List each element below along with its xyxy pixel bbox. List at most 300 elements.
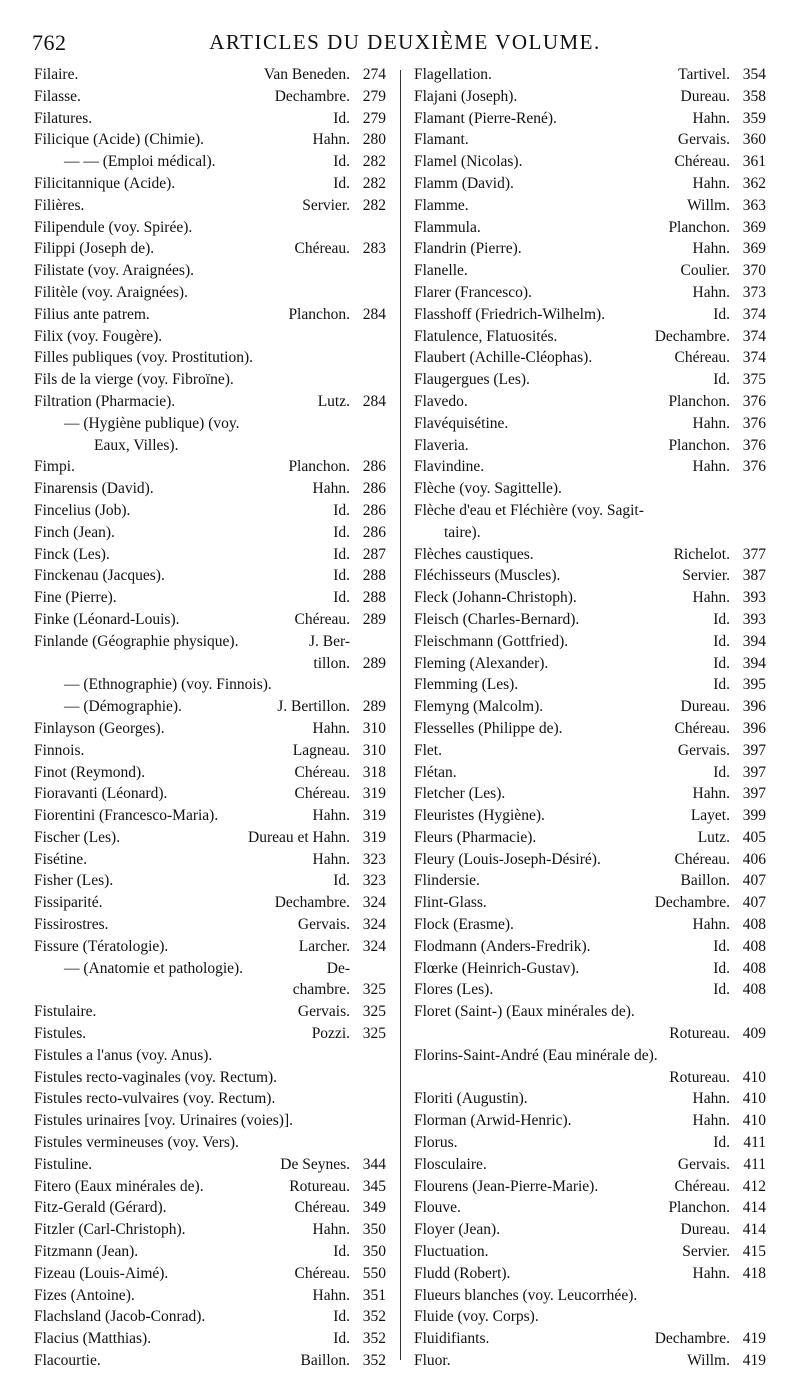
entry-title: — (Anatomie et pathologie). [64,959,244,977]
entry-author: Id. [333,174,350,192]
index-entry [414,1003,766,1025]
column-divider [400,70,401,1360]
index-entry [414,1025,766,1047]
index-entry [34,458,386,480]
entry-author: Coulier. [680,262,730,280]
entry-author: Dechambre. [654,327,730,345]
index-entry [34,524,386,546]
entry-title: Flemyng (Malcolm). [414,698,544,716]
entry-author: Gervais. [297,1003,350,1021]
index-entry [414,131,766,153]
entry-author: Baillon. [300,1352,350,1370]
index-entry [414,415,766,437]
entry-page: 408 [742,916,766,934]
entry-title: Fluide (voy. Corps). [414,1308,539,1326]
entry-author: Chéreau. [674,153,730,171]
entry-title: Flemming (Les). [414,676,519,694]
entry-author: Dechambre. [274,87,350,105]
index-entry [34,1287,386,1309]
index-entry [34,153,386,175]
entry-page: 286 [362,501,386,519]
index-entry [414,785,766,807]
entry-title: Filippi (Joseph de). [34,240,155,258]
entry-title: Flores (Les). [414,981,494,999]
index-entry [414,1112,766,1134]
entry-title: Finlayson (Georges). [34,719,165,737]
entry-author: Id. [713,371,730,389]
index-entry [414,66,766,88]
index-entry [414,393,766,415]
entry-page: 376 [742,458,766,476]
entry-title: Fistules recto-vulvaires (voy. Rectum). [34,1090,276,1108]
entry-page: 410 [742,1112,766,1130]
entry-title: Finch (Jean). [34,523,115,541]
entry-author: Id. [713,654,730,672]
entry-author: Rotureau. [669,1068,730,1086]
entry-author: Id. [333,523,350,541]
index-entry [414,175,766,197]
index-entry [414,110,766,132]
entry-page: 374 [742,327,766,345]
index-entry [414,88,766,110]
entry-title: Flanelle. [414,262,468,280]
entry-page: 318 [362,763,386,781]
entry-author: Id. [713,959,730,977]
entry-author: Id. [333,567,350,585]
entry-author: chambre. [292,981,350,999]
entry-title: Flint-Glass. [414,894,487,912]
entry-title: Fluor. [414,1352,451,1370]
entry-page: 289 [362,610,386,628]
entry-page: 419 [742,1330,766,1348]
entry-title: Filius ante patrem. [34,305,150,323]
entry-page: 550 [362,1264,386,1282]
entry-author: Id. [333,589,350,607]
entry-title: Fleck (Johann-Christoph). [414,589,577,607]
entry-author: Chéreau. [294,763,350,781]
entry-author: Id. [333,109,350,127]
entry-author: Gervais. [297,916,350,934]
entry-title: Flet. [414,741,442,759]
index-entry [34,764,386,786]
entry-author: Id. [333,1243,350,1261]
entry-page: 369 [742,218,766,236]
entry-page: 325 [362,981,386,999]
entry-page: 408 [742,959,766,977]
entry-author: Gervais. [677,741,730,759]
index-entry [414,916,766,938]
entry-title: Fitzler (Carl-Christoph). [34,1221,186,1239]
entry-page: 324 [362,916,386,934]
index-entry [34,1003,386,1025]
entry-title: — (Démographie). [64,698,182,716]
index-entry [414,1330,766,1352]
index-entry [414,1221,766,1243]
entry-title: Fistules urinaires [voy. Urinaires (voies)]. [34,1112,293,1130]
index-entry [34,611,386,633]
entry-title: Flaveria. [414,436,469,454]
entry-page: 358 [742,87,766,105]
entry-author: Planchon. [668,436,730,454]
index-entry [34,1134,386,1156]
entry-page: 408 [742,981,766,999]
index-entry [414,371,766,393]
entry-author: Id. [333,1330,350,1348]
entry-author: tillon. [313,654,350,672]
entry-page: 351 [362,1286,386,1304]
entry-title: Fine (Pierre). [34,589,117,607]
entry-page: 274 [362,66,386,83]
entry-title: Fizeau (Louis-Aimé). [34,1264,169,1282]
index-entry [414,1243,766,1265]
entry-title: Filitèle (voy. Araignées). [34,283,188,301]
index-entry [34,197,386,219]
index-entry [414,262,766,284]
entry-title: Filistate (voy. Araignées). [34,262,194,280]
entry-title: Flourens (Jean-Pierre-Marie). [414,1177,599,1195]
entry-page: 407 [742,894,766,912]
entry-title: Fluctuation. [414,1243,489,1261]
entry-page: 319 [362,828,386,846]
entry-author: Chéreau. [294,785,350,803]
index-entry [34,829,386,851]
entry-page: 410 [742,1068,766,1086]
entry-page: 405 [742,828,766,846]
entry-title: Filicitannique (Acide). [34,174,176,192]
index-entry [34,1352,386,1374]
entry-title: — (Hygiène publique) (voy. [64,414,240,432]
entry-title: Fleming (Alexander). [414,654,549,672]
entry-page: 361 [742,153,766,171]
entry-page: 323 [362,872,386,890]
entry-title: Fissirostres. [34,916,109,934]
entry-title: Flandrin (Pierre). [414,240,522,258]
index-entry [34,1199,386,1221]
entry-page: 411 [743,1134,766,1152]
entry-title: Flatulence, Flatuosités. [414,327,558,345]
entry-page: 396 [742,698,766,716]
entry-page: 370 [742,262,766,280]
entry-author: Chéreau. [294,1264,350,1282]
index-entry [414,502,766,524]
index-entry [414,1178,766,1200]
entry-page: 374 [742,305,766,323]
index-entry [414,1069,766,1091]
index-entry [34,371,386,393]
entry-author: Id. [333,1308,350,1326]
entry-author: Id. [713,610,730,628]
index-entry [34,1221,386,1243]
entry-author: Larcher. [298,937,350,955]
entry-title: Fistules a l'anus (voy. Anus). [34,1046,213,1064]
entry-page: 324 [362,937,386,955]
entry-title: Fistules recto-vaginales (voy. Rectum). [34,1068,278,1086]
entry-page: 319 [362,807,386,825]
entry-title: Fistuline. [34,1155,93,1173]
index-entry [34,306,386,328]
entry-page: 284 [362,305,386,323]
entry-title: Fluidifiants. [414,1330,490,1348]
entry-title: Flavedo. [414,392,468,410]
entry-author: Van Beneden. [263,66,350,83]
index-entry [414,938,766,960]
index-entry [34,960,386,982]
index-entry [414,1199,766,1221]
entry-author: De- [326,959,350,977]
entry-page: 377 [742,545,766,563]
index-entry [414,567,766,589]
entry-title: Fisher (Les). [34,872,114,890]
index-entry [414,894,766,916]
entry-author: Chéreau. [294,1199,350,1217]
page-header [30,30,780,60]
entry-title: Flarer (Francesco). [414,283,532,301]
entry-title: Fleury (Louis-Joseph-Désiré). [414,850,601,868]
entry-author: Willm. [687,1352,730,1370]
entry-author: Chéreau. [674,850,730,868]
entry-author: Gervais. [677,131,730,149]
index-entry [34,1308,386,1330]
index-entry [414,284,766,306]
entry-page: 352 [362,1308,386,1326]
entry-title: Fletcher (Les). [414,785,506,803]
entry-title: Flèche d'eau et Fléchière (voy. Sagit- [414,501,644,519]
entry-author: Id. [713,305,730,323]
entry-page: 319 [362,785,386,803]
index-entry [34,1156,386,1178]
entry-title: Flodmann (Anders-Fredrik). [414,937,591,955]
entry-author: Id. [333,872,350,890]
index-entry [414,633,766,655]
entry-author: Pozzi. [311,1025,350,1043]
entry-page: 396 [742,719,766,737]
entry-title: Fleurs (Pharmacie). [414,828,537,846]
index-entry [34,284,386,306]
entry-page: 408 [742,937,766,955]
entry-author: Servier. [682,567,730,585]
entry-author: Servier. [682,1243,730,1261]
entry-title: Fleuristes (Hygiène). [414,807,545,825]
entry-page: 414 [742,1199,766,1217]
index-entry [34,66,386,88]
entry-title: Floriti (Augustin). [414,1090,528,1108]
entry-title: Filtration (Pharmacie). [34,392,176,410]
entry-page: 352 [362,1330,386,1348]
entry-title: Filles publiques (voy. Prostitution). [34,349,254,367]
entry-title: Filicique (Acide) (Chimie). [34,131,205,149]
entry-author: Hahn. [312,480,350,498]
index-entry [34,589,386,611]
index-entry [34,393,386,415]
page-number: 762 [32,30,67,55]
entry-page: 395 [742,676,766,694]
entry-page: 287 [362,545,386,563]
entry-author: Dureau et Hahn. [248,828,350,846]
entry-title: Flamant (Pierre-René). [414,109,557,127]
index-entry [34,502,386,524]
index-entry [34,1243,386,1265]
entry-author: Rotureau. [289,1177,350,1195]
index-entry [414,851,766,873]
index-entry [414,872,766,894]
entry-title: Fischer (Les). [34,828,121,846]
entry-title: Flamel (Nicolas). [414,153,523,171]
entry-title: Fitero (Eaux minérales de). [34,1177,204,1195]
entry-title: Fistules vermineuses (voy. Vers). [34,1134,239,1152]
entry-page: 279 [362,109,386,127]
entry-title: Flacius (Matthias). [34,1330,152,1348]
index-entry [414,1352,766,1374]
entry-author: J. Bertillon. [277,698,350,716]
entry-author: Hahn. [692,283,730,301]
entry-page: 310 [362,719,386,737]
entry-page: 286 [362,523,386,541]
entry-title: Filatures. [34,109,93,127]
index-entry [414,960,766,982]
entry-page: 414 [742,1221,766,1239]
index-entry [414,676,766,698]
entry-author: Hahn. [692,240,730,258]
entry-page: 410 [742,1090,766,1108]
entry-title: Fimpi. [34,458,75,476]
entry-author: Chéreau. [674,719,730,737]
entry-author: Hahn. [312,131,350,149]
index-entry [414,764,766,786]
entry-page: 407 [742,872,766,890]
index-entry [34,655,386,677]
entry-author: Id. [713,1134,730,1152]
index-entry [414,1134,766,1156]
index-entry [414,328,766,350]
entry-title: Eaux, Villes). [94,436,179,454]
entry-page: 375 [742,371,766,389]
entry-title: Fitz-Gerald (Gérard). [34,1199,167,1217]
entry-title: Fistulaire. [34,1003,97,1021]
entry-title: Finarensis (David). [34,480,154,498]
entry-author: Id. [713,763,730,781]
left-column [34,66,386,1374]
entry-page: 376 [742,414,766,432]
index-entry [34,698,386,720]
entry-page: 289 [362,654,386,672]
entry-title: Filipendule (voy. Spirée). [34,218,193,236]
entry-author: Planchon. [668,392,730,410]
entry-page: 363 [742,196,766,214]
entry-author: Hahn. [312,719,350,737]
entry-title: Fistules. [34,1025,87,1043]
entry-title: taire). [444,523,481,541]
entry-author: Baillon. [680,872,730,890]
entry-author: Dureau. [680,698,730,716]
entry-title: Flèche (voy. Sagittelle). [414,480,562,498]
entry-page: 350 [362,1221,386,1239]
entry-author: Hahn. [692,785,730,803]
right-column [414,66,766,1374]
entry-page: 282 [362,174,386,192]
entry-author: Dechambre. [654,1330,730,1348]
index-entry [34,1047,386,1069]
index-entry [34,567,386,589]
index-entry [34,785,386,807]
entry-title: Finlande (Géographie physique). [34,632,239,650]
index-entry [414,219,766,241]
index-entry [414,829,766,851]
entry-title: Florins-Saint-André (Eau minérale de). [414,1046,658,1064]
entry-author: Lutz. [317,392,350,410]
entry-title: Flindersie. [414,872,480,890]
entry-page: 324 [362,894,386,912]
entry-title: Flavindine. [414,458,485,476]
entry-title: Florman (Arwid-Henric). [414,1112,572,1130]
index-entry [34,742,386,764]
entry-author: Hahn. [312,1286,350,1304]
index-entry [414,1090,766,1112]
entry-author: Id. [333,501,350,519]
entry-page: 359 [742,109,766,127]
entry-author: Id. [713,937,730,955]
index-entry [34,938,386,960]
entry-title: Finot (Reymond). [34,763,146,781]
entry-page: 354 [742,66,766,83]
entry-title: — — (Emploi médical). [64,153,216,171]
index-entry [34,437,386,459]
entry-title: Flajani (Joseph). [414,87,518,105]
entry-title: Flasshoff (Friedrich-Wilhelm). [414,305,606,323]
index-entry [34,633,386,655]
entry-author: Id. [333,153,350,171]
entry-author: Hahn. [692,1264,730,1282]
entry-title: Fitzmann (Jean). [34,1243,139,1261]
index-entry [34,1112,386,1134]
entry-page: 288 [362,567,386,585]
entry-title: Flétan. [414,763,457,781]
entry-author: Lutz. [697,828,730,846]
entry-title: Fizes (Antoine). [34,1286,135,1304]
entry-title: Flamme. [414,196,469,214]
entry-author: Id. [333,545,350,563]
entry-page: 374 [742,349,766,367]
entry-page: 323 [362,850,386,868]
index-entry [34,480,386,502]
index-entry [414,589,766,611]
entry-author: Layet. [690,807,730,825]
entry-page: 376 [742,436,766,454]
index-entry [34,1025,386,1047]
index-entry [414,807,766,829]
entry-page: 409 [742,1025,766,1043]
index-entry [34,262,386,284]
entry-author: Hahn. [692,1090,730,1108]
entry-author: Chéreau. [294,610,350,628]
entry-title: Filières. [34,196,85,214]
index-entry [34,1265,386,1287]
entry-page: 288 [362,589,386,607]
entry-title: Flamant. [414,131,469,149]
entry-author: Hahn. [692,1112,730,1130]
entry-author: Hahn. [692,916,730,934]
entry-title: Flaugergues (Les). [414,371,530,389]
entry-page: 282 [362,153,386,171]
entry-page: 393 [742,610,766,628]
entry-author: Planchon. [668,1199,730,1217]
index-entry [414,981,766,1003]
entry-page: 394 [742,632,766,650]
entry-author: Gervais. [677,1155,730,1173]
index-entry [414,1156,766,1178]
entry-page: 286 [362,458,386,476]
entry-page: 352 [362,1352,386,1370]
entry-title: Filix (voy. Fougère). [34,327,163,345]
